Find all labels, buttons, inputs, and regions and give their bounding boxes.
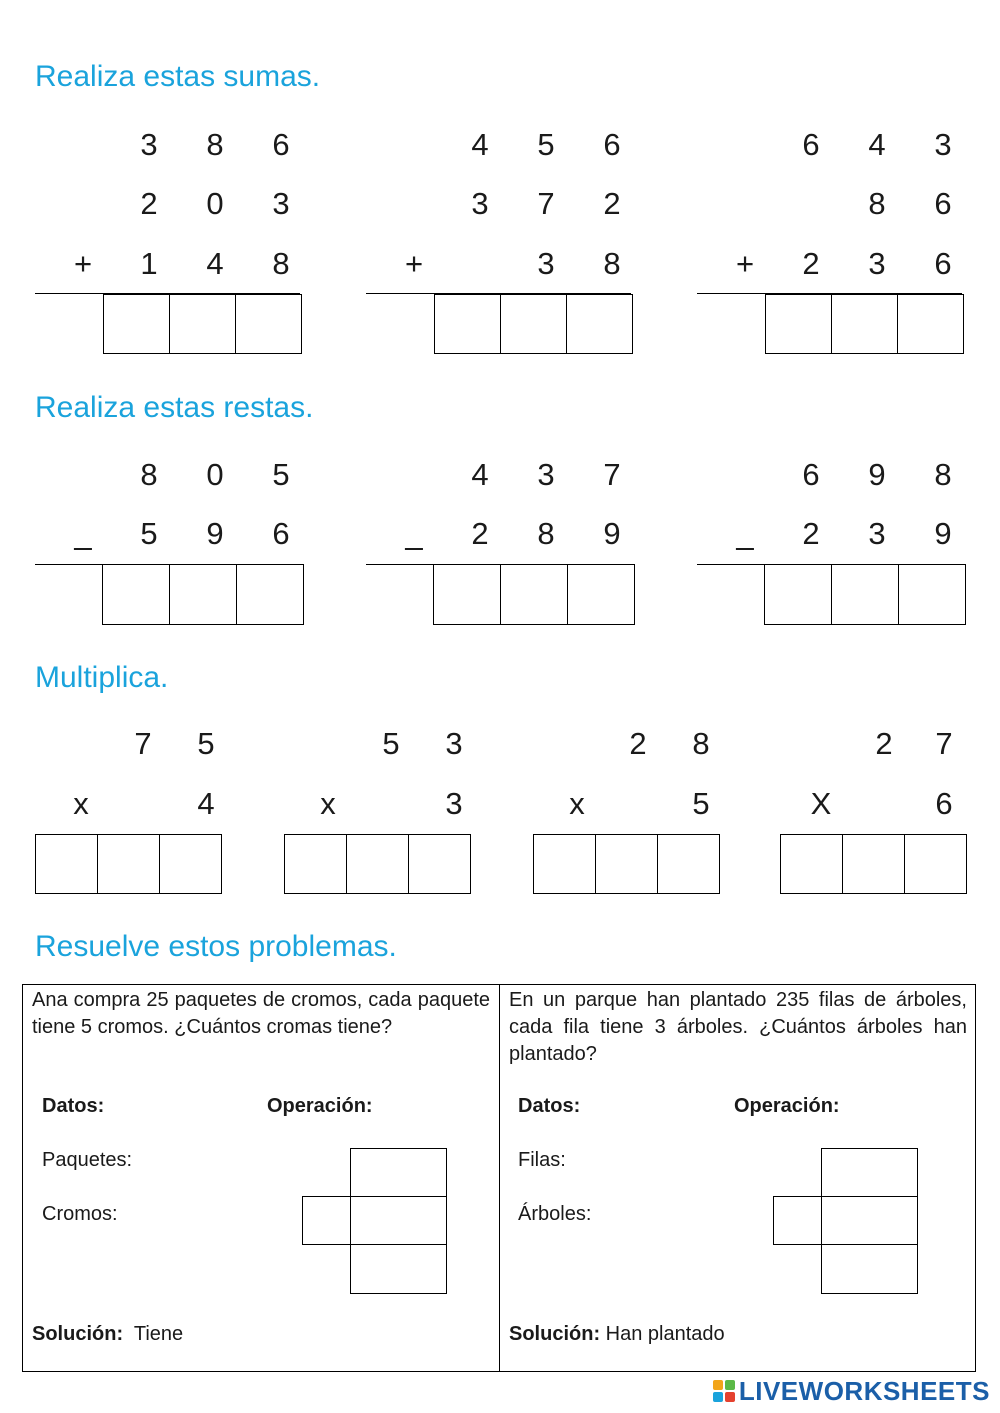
digit: 3 xyxy=(445,726,463,761)
digit: 3 xyxy=(934,127,952,162)
resta-1-answer-box[interactable] xyxy=(169,564,237,625)
operator-sign: _ xyxy=(736,516,754,551)
digit: 9 xyxy=(934,516,952,551)
suma-3-answer-box[interactable] xyxy=(897,294,964,354)
digit: 3 xyxy=(537,457,555,492)
digit: 6 xyxy=(272,127,290,162)
problema-1-panel xyxy=(22,984,500,1372)
problema-1-solucion-texto: Tiene xyxy=(133,1323,184,1345)
digit: 6 xyxy=(272,516,290,551)
digit: 5 xyxy=(692,786,710,821)
suma-2-answer-box[interactable] xyxy=(566,294,633,354)
digit: 8 xyxy=(206,127,224,162)
problema-1-datos-label: Datos: xyxy=(42,1095,105,1117)
suma-1-answer-box[interactable] xyxy=(235,294,302,354)
operator-sign: x xyxy=(320,786,336,821)
digit: 2 xyxy=(802,246,820,281)
suma-3-answer-box[interactable] xyxy=(765,294,832,354)
heading-restas: Realiza estas restas. xyxy=(35,391,314,424)
digit: 7 xyxy=(603,457,621,492)
multiplica-3-answer-box[interactable] xyxy=(595,834,658,894)
brand-logo xyxy=(713,1376,990,1407)
digit: 6 xyxy=(802,127,820,162)
multiplica-4-answer-box[interactable] xyxy=(780,834,843,894)
digit: 1 xyxy=(140,246,158,281)
digit: 8 xyxy=(934,457,952,492)
multiplica-1-answer-box[interactable] xyxy=(97,834,160,894)
digit: 0 xyxy=(206,457,224,492)
problema-2-operador-box[interactable] xyxy=(773,1196,822,1245)
resta-2-answer-box[interactable] xyxy=(500,564,568,625)
problema-2-panel xyxy=(499,984,976,1372)
digit: 0 xyxy=(206,186,224,221)
digit: 3 xyxy=(471,186,489,221)
resta-1-answer-box[interactable] xyxy=(236,564,304,625)
digit: 2 xyxy=(140,186,158,221)
digit: 9 xyxy=(603,516,621,551)
resta-1-answer-box[interactable] xyxy=(102,564,170,625)
operator-sign: _ xyxy=(405,516,423,551)
digit: 6 xyxy=(935,786,953,821)
digit: 3 xyxy=(868,246,886,281)
problema-2-enunciado: En un parque han plantado 235 filas de árboles, cada fila tiene 3 árboles. ¿Cuántos árboles han plantado? xyxy=(509,989,967,1065)
operator-sign: + xyxy=(735,246,755,281)
heading-multiplica: Multiplica. xyxy=(35,661,169,694)
operator-sign: + xyxy=(73,246,93,281)
digit: 4 xyxy=(868,127,886,162)
resta-3-answer-box[interactable] xyxy=(764,564,832,625)
operator-sign: _ xyxy=(74,516,92,551)
problema-1-operacion-box[interactable] xyxy=(350,1148,447,1197)
digit: 8 xyxy=(537,516,555,551)
digit: 6 xyxy=(934,186,952,221)
suma-2-answer-box[interactable] xyxy=(434,294,501,354)
operator-sign: x xyxy=(73,786,89,821)
operator-sign: + xyxy=(404,246,424,281)
digit: 3 xyxy=(537,246,555,281)
digit: 7 xyxy=(134,726,152,761)
multiplica-4-answer-box[interactable] xyxy=(904,834,967,894)
digit: 4 xyxy=(471,457,489,492)
operator-sign: x xyxy=(569,786,585,821)
digit: 5 xyxy=(537,127,555,162)
problema-1-operador-box[interactable] xyxy=(302,1196,351,1245)
problema-2-dato-arboles: Árboles: xyxy=(518,1203,592,1225)
digit: 8 xyxy=(603,246,621,281)
multiplica-2-answer-box[interactable] xyxy=(284,834,347,894)
multiplica-4-answer-box[interactable] xyxy=(842,834,905,894)
multiplica-2-answer-box[interactable] xyxy=(408,834,471,894)
problema-1-dato-paquetes: Paquetes: xyxy=(42,1149,133,1171)
digit: 6 xyxy=(603,127,621,162)
digit: 9 xyxy=(206,516,224,551)
problema-1-operacion-box[interactable] xyxy=(350,1196,447,1245)
digit: 6 xyxy=(802,457,820,492)
heading-sumas: Realiza estas sumas. xyxy=(35,60,321,93)
resta-2-answer-box[interactable] xyxy=(567,564,635,625)
problema-2-operacion-label: Operación: xyxy=(734,1095,840,1117)
heading-problemas: Resuelve estos problemas. xyxy=(35,930,397,963)
resta-2-answer-box[interactable] xyxy=(433,564,501,625)
suma-1-answer-box[interactable] xyxy=(169,294,236,354)
problema-1-dato-cromos: Cromos: xyxy=(42,1203,118,1225)
multiplica-1-answer-box[interactable] xyxy=(159,834,222,894)
digit: 3 xyxy=(868,516,886,551)
digit: 2 xyxy=(802,516,820,551)
problema-2-solucion xyxy=(509,1323,725,1346)
problema-1-solucion xyxy=(32,1323,183,1346)
problema-2-resultado-box[interactable] xyxy=(821,1244,918,1294)
suma-3-answer-box[interactable] xyxy=(831,294,898,354)
digit: 5 xyxy=(197,726,215,761)
digit: 3 xyxy=(140,127,158,162)
digit: 7 xyxy=(935,726,953,761)
digit: 5 xyxy=(382,726,400,761)
digit: 2 xyxy=(471,516,489,551)
digit: 9 xyxy=(868,457,886,492)
problema-2-solucion-label: Solución: xyxy=(509,1323,601,1345)
digit: 6 xyxy=(934,246,952,281)
operator-sign: X xyxy=(810,786,832,821)
digit: 7 xyxy=(537,186,555,221)
digit: 4 xyxy=(206,246,224,281)
suma-2-answer-box[interactable] xyxy=(500,294,567,354)
digit: 2 xyxy=(603,186,621,221)
digit: 8 xyxy=(140,457,158,492)
resta-3-answer-box[interactable] xyxy=(898,564,966,625)
problema-1-resultado-box[interactable] xyxy=(350,1244,447,1294)
digit: 3 xyxy=(445,786,463,821)
multiplica-2-answer-box[interactable] xyxy=(346,834,409,894)
suma-1-answer-box[interactable] xyxy=(103,294,170,354)
digit: 8 xyxy=(868,186,886,221)
resta-3-answer-box[interactable] xyxy=(831,564,899,625)
problema-2-solucion-texto: Han plantado xyxy=(605,1323,725,1345)
liveworksheets-logo-icon xyxy=(713,1380,737,1402)
problema-1-solucion-label: Solución: xyxy=(32,1323,124,1345)
digit: 8 xyxy=(692,726,710,761)
multiplica-3-answer-box[interactable] xyxy=(657,834,720,894)
digit: 2 xyxy=(875,726,893,761)
digit: 2 xyxy=(629,726,647,761)
digit: 8 xyxy=(272,246,290,281)
digit: 4 xyxy=(197,786,215,821)
multiplica-3-answer-box[interactable] xyxy=(533,834,596,894)
digit: 3 xyxy=(272,186,290,221)
digit: 4 xyxy=(471,127,489,162)
digit: 5 xyxy=(272,457,290,492)
problema-1-enunciado: Ana compra 25 paquetes de cromos, cada paquete tiene 5 cromos. ¿Cuántos cromas tiene? xyxy=(32,989,490,1038)
problema-2-operacion-box[interactable] xyxy=(821,1148,918,1197)
problema-1-operacion-label: Operación: xyxy=(267,1095,373,1117)
multiplica-1-answer-box[interactable] xyxy=(35,834,98,894)
brand-text: LIVEWORKSHEETS xyxy=(738,1376,990,1406)
digit: 5 xyxy=(140,516,158,551)
problema-2-datos-label: Datos: xyxy=(518,1095,581,1117)
problema-2-operacion-box[interactable] xyxy=(821,1196,918,1245)
problema-2-dato-filas: Filas: xyxy=(518,1149,566,1171)
